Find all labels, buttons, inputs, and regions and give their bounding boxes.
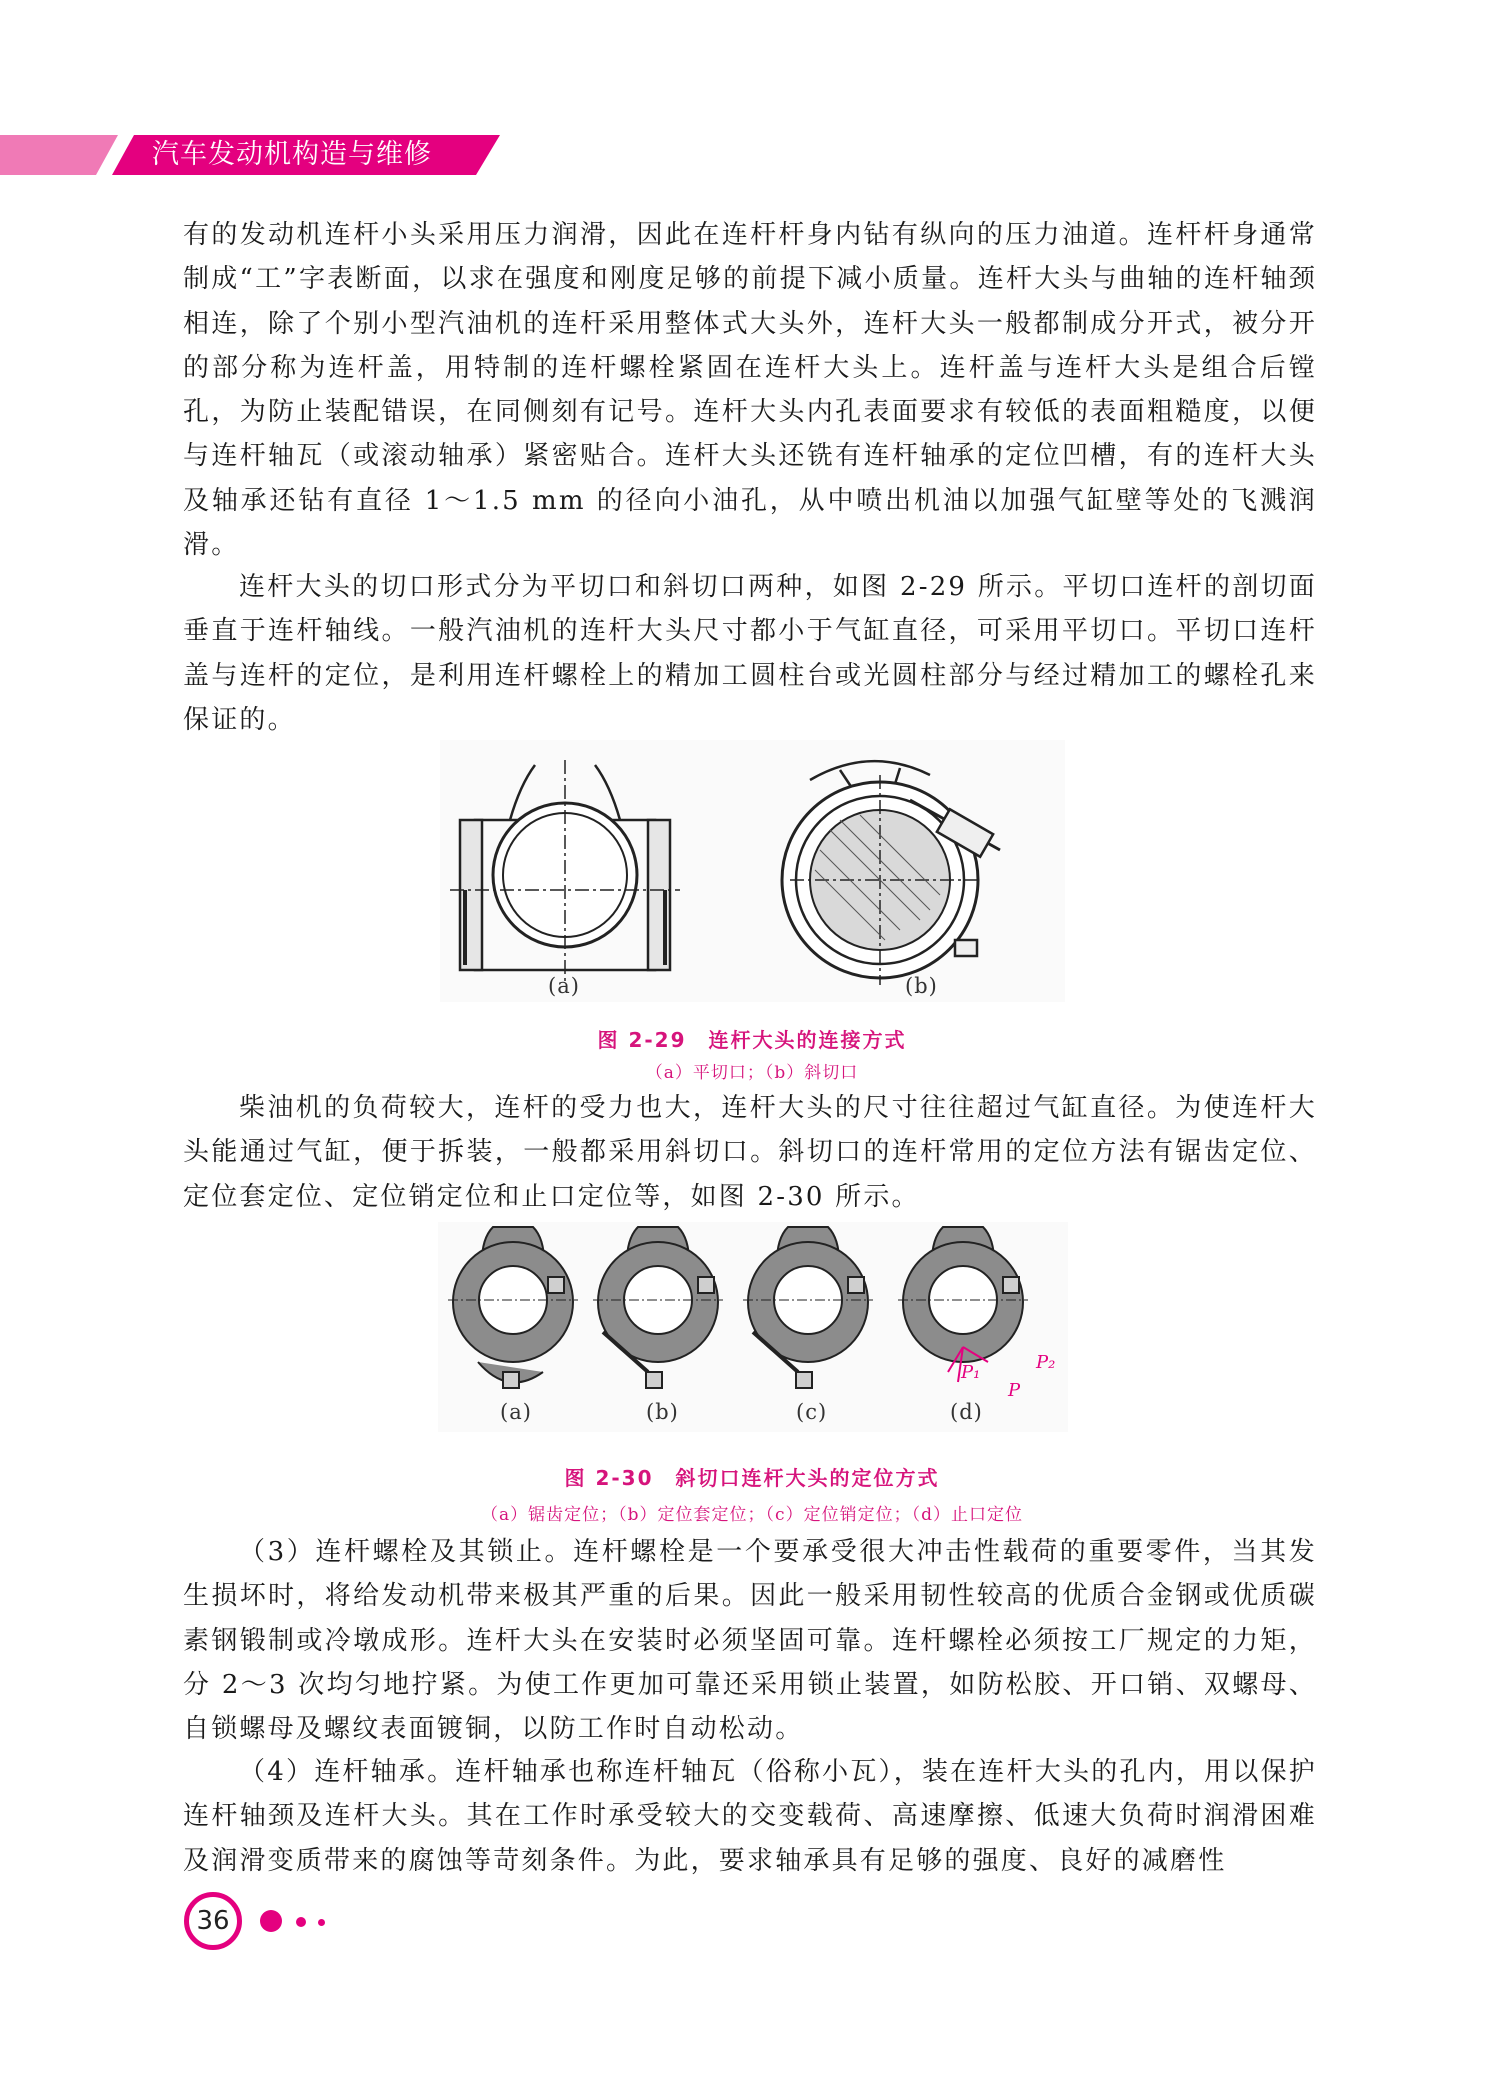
figure-2-30-label-b: (b) bbox=[646, 1400, 679, 1424]
step-positioning bbox=[903, 1227, 1023, 1382]
page-number: 36 bbox=[184, 1892, 242, 1950]
book-title: 汽车发动机构造与维修 bbox=[152, 139, 432, 170]
paragraph-3: 柴油机的负荷较大，连杆的受力也大，连杆大头的尺寸往往超过气缸直径。为使连杆大头能通过气缸，便于拆装，一般都采用斜切口。斜切口的连杆常用的定位方法有锯齿定位、定位套定位、定位销定位和止口定位等，如图 2-30 所示。 bbox=[183, 1093, 1317, 1212]
figure-2-30-label-c: (c) bbox=[796, 1400, 828, 1424]
force-p1-label: P₁ bbox=[961, 1362, 981, 1383]
force-p-label: P bbox=[1008, 1380, 1021, 1401]
footer-dot-small bbox=[318, 1919, 325, 1926]
figure-2-29-caption: （a）平切口；（b）斜切口 bbox=[645, 1063, 859, 1083]
figure-2-30-label-a: (a) bbox=[500, 1400, 532, 1424]
figure-2-29-drawing bbox=[440, 740, 1065, 1002]
figure-2-30-label-d: (d) bbox=[950, 1400, 983, 1424]
footer-dot-large bbox=[260, 1910, 282, 1932]
pin-positioning bbox=[748, 1227, 868, 1388]
figure-2-29 bbox=[440, 740, 1065, 1002]
footer-dot-medium bbox=[296, 1917, 306, 1927]
figure-2-30-title: 图 2-30 斜切口连杆大头的定位方式 bbox=[564, 1466, 940, 1490]
force-p2-label: P₂ bbox=[1036, 1352, 1056, 1373]
paragraph-4: （3）连杆螺栓及其锁止。连杆螺栓是一个要承受很大冲击性载荷的重要零件，当其发生损坏时，将给发动机带来极其严重的后果。因此一般采用韧性较高的优质合金钢或优质碳素钢锻制或冷墩成形。连杆大头在安装时必须坚固可靠。连杆螺栓必须按工厂规定的力矩，分 2～3 次均匀地拧紧。为使工作更加可靠还采用锁止装置，如防松胶、开口销、双螺母、自锁螺母及螺纹表面镀铜，以防工作时自动松动。 bbox=[183, 1537, 1317, 1745]
figure-2-30-caption: （a）锯齿定位；（b）定位套定位；（c）定位销定位；（d）止口定位 bbox=[481, 1505, 1023, 1525]
serration-positioning bbox=[453, 1227, 573, 1388]
paragraph-1: 有的发动机连杆小头采用压力润滑，因此在连杆杆身内钻有纵向的压力油道。连杆杆身通常制成“工”字表断面，以求在强度和刚度足够的前提下减小质量。连杆大头与曲轴的连杆轴颈相连，除了个别小型汽油机的连杆采用整体式大头外，连杆大头一般都制成分开式，被分开的部分称为连杆盖，用特制的连杆螺栓紧固在连杆大头上。连杆盖与连杆大头是组合后镗孔，为防止装配错误，在同侧刻有记号。连杆大头内孔表面要求有较低的表面粗糙度，以便与连杆轴瓦（或滚动轴承）紧密贴合。连杆大头还铣有连杆轴承的定位凹槽，有的连杆大头及轴承还钻有直径 1～1.5 mm 的径向小油孔，从中喷出机油以加强气缸壁等处的飞溅润滑。 bbox=[183, 220, 1317, 561]
figure-2-29-label-b: (b) bbox=[905, 974, 938, 998]
flat-cut-con-rod bbox=[450, 760, 680, 985]
paragraph-5: （4）连杆轴承。连杆轴承也称连杆轴瓦（俗称小瓦），装在连杆大头的孔内，用以保护连杆轴颈及连杆大头。其在工作时承受较大的交变载荷、高速摩擦、低速大负荷时润滑困难及润滑变质带来的腐蚀等苛刻条件。为此，要求轴承具有足够的强度、良好的减磨性 bbox=[183, 1757, 1317, 1876]
figure-2-29-title: 图 2-29 连杆大头的连接方式 bbox=[597, 1028, 907, 1052]
sleeve-positioning bbox=[598, 1227, 718, 1388]
figure-2-30 bbox=[438, 1222, 1068, 1432]
figure-2-29-label-a: (a) bbox=[548, 974, 580, 998]
paragraph-2: 连杆大头的切口形式分为平切口和斜切口两种，如图 2-29 所示。平切口连杆的剖切面垂直于连杆轴线。一般汽油机的连杆大头尺寸都小于气缸直径，可采用平切口。平切口连杆盖与连杆的定位，是利用连杆螺栓上的精加工圆柱台或光圆柱部分与经过精加工的螺栓孔来保证的。 bbox=[183, 572, 1317, 735]
oblique-cut-con-rod bbox=[782, 761, 1000, 985]
